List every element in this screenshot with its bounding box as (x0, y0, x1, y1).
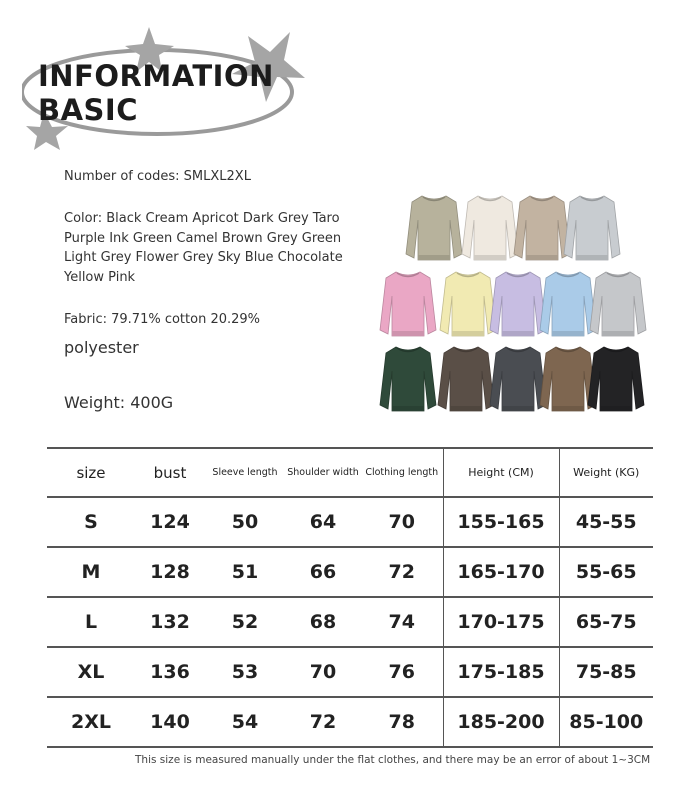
cell-sleeve: 52 (205, 597, 285, 647)
table-row (47, 497, 653, 547)
cell-weight: 55-65 (559, 547, 653, 597)
table-row (47, 647, 653, 697)
cell-height: 165-170 (443, 547, 559, 597)
cell-shoulder: 68 (285, 597, 361, 647)
cell-sleeve: 51 (205, 547, 285, 597)
cell-shoulder: 70 (285, 647, 361, 697)
cell-size: 2XL (47, 697, 135, 747)
sweatshirt-color-swatches (378, 188, 648, 414)
sweatshirt-swatch (540, 272, 596, 336)
cell-sleeve: 50 (205, 497, 285, 547)
header-title-line1: INFORMATION (38, 59, 274, 93)
cell-shoulder: 64 (285, 497, 361, 547)
table-header-row (47, 448, 653, 497)
table-row (47, 697, 653, 747)
cell-length: 70 (361, 497, 443, 547)
cell-weight: 45-55 (559, 497, 653, 547)
sweatshirt-swatch (490, 347, 546, 411)
header-title-line2: BASIC (38, 93, 139, 127)
sweatshirt-swatch (380, 347, 436, 411)
color-text: Color: Black Cream Apricot Dark Grey Taro Purple Ink Green Camel Brown Grey Green Light Grey Flower Grey Sky Blue Chocolate Yellow Pink (64, 211, 343, 285)
cell-size: L (47, 597, 135, 647)
cell-size: S (47, 497, 135, 547)
cell-weight: 65-75 (559, 597, 653, 647)
cell-size: M (47, 547, 135, 597)
cell-length: 78 (361, 697, 443, 747)
codes-text: Number of codes: SMLXL2XL (64, 169, 251, 184)
fabric-text-continued: polyester (64, 338, 139, 357)
header-height: Height (CM) (443, 448, 559, 497)
sweatshirt-swatch (540, 347, 596, 411)
sweatshirt-swatch (438, 347, 494, 411)
header-clothing-length: Clothing length (361, 448, 443, 497)
cell-bust: 124 (135, 497, 205, 547)
weight-text: Weight: 400G (64, 393, 174, 412)
cell-weight: 85-100 (559, 697, 653, 747)
measurement-footnote: This size is measured manually under the flat clothes, and there may be an error of about 1~3CM (135, 754, 651, 766)
sweatshirt-swatch (440, 272, 496, 336)
header-size: size (47, 448, 135, 497)
sweatshirt-swatch (564, 196, 620, 260)
cell-bust: 140 (135, 697, 205, 747)
cell-length: 74 (361, 597, 443, 647)
cell-bust: 132 (135, 597, 205, 647)
fabric-text: Fabric: 79.71% cotton 20.29% (64, 312, 261, 327)
cell-weight: 75-85 (559, 647, 653, 697)
cell-height: 170-175 (443, 597, 559, 647)
sweatshirt-swatch (590, 272, 646, 336)
cell-bust: 136 (135, 647, 205, 697)
cell-sleeve: 53 (205, 647, 285, 697)
cell-height: 175-185 (443, 647, 559, 697)
sweatshirt-swatch (380, 272, 436, 336)
sweatshirt-swatch (406, 196, 462, 260)
header-weight: Weight (KG) (559, 448, 653, 497)
cell-size: XL (47, 647, 135, 697)
header-bust: bust (135, 448, 205, 497)
cell-sleeve: 54 (205, 697, 285, 747)
cell-length: 76 (361, 647, 443, 697)
sweatshirt-swatch (490, 272, 546, 336)
sweatshirt-swatch (462, 196, 518, 260)
cell-height: 185-200 (443, 697, 559, 747)
header-shoulder-width: Shoulder width (285, 448, 361, 497)
table-row (47, 597, 653, 647)
cell-height: 155-165 (443, 497, 559, 547)
sweatshirt-swatch (588, 347, 644, 411)
cell-bust: 128 (135, 547, 205, 597)
size-table (47, 447, 653, 748)
header-sleeve-length: Sleeve length (205, 448, 285, 497)
sweatshirt-swatch (514, 196, 570, 260)
cell-length: 72 (361, 547, 443, 597)
cell-shoulder: 66 (285, 547, 361, 597)
cell-shoulder: 72 (285, 697, 361, 747)
table-row (47, 547, 653, 597)
